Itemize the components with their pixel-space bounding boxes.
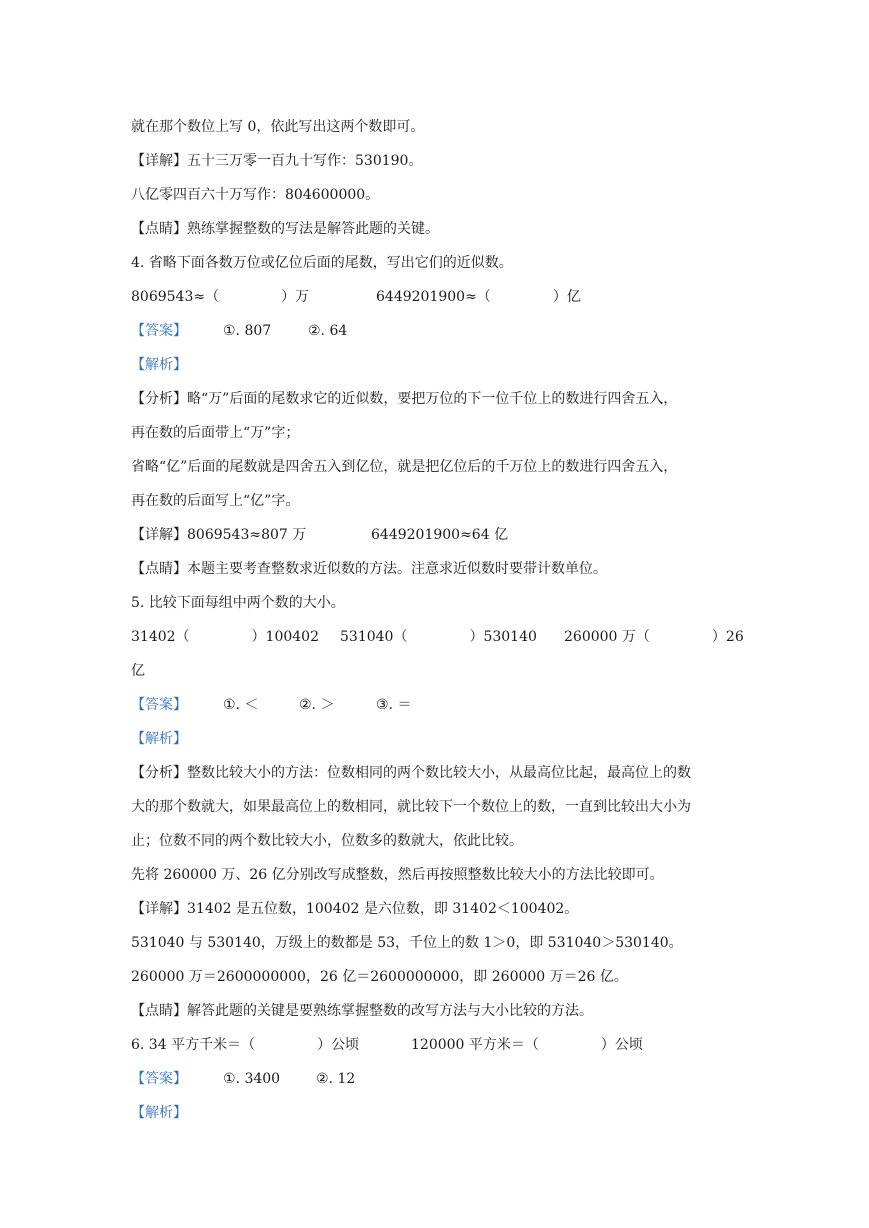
problem-left: 260000 万（	[564, 629, 650, 645]
q5-detail-line-1	[131, 892, 751, 926]
problem-right: ）公顷	[600, 1037, 643, 1053]
problem-left: 8069543≈（	[131, 289, 220, 305]
detail-text: 五十三万零一百九十写作：530190。	[187, 153, 423, 169]
q4-tip-line	[131, 552, 751, 586]
problem-right: ）100402	[251, 629, 319, 645]
detail-label: 【详解】	[131, 901, 187, 917]
q5-answer-line	[131, 688, 751, 722]
q4-fenxi-line-4	[131, 484, 751, 518]
q5-detail-line-3	[131, 960, 751, 994]
fenxi-text: 止；位数不同的两个数比较大小，位数多的数就大，依此比较。	[131, 833, 523, 849]
question-title: 4. 省略下面各数万位或亿位后面的尾数，写出它们的近似数。	[131, 255, 513, 271]
problem-right: ）530140	[469, 629, 537, 645]
problem-left: 531040（	[340, 629, 408, 645]
analysis-label: 【解析】	[131, 1105, 187, 1121]
q5-fenxi-line-1	[131, 756, 751, 790]
answer-1: ①. ＜	[223, 697, 259, 713]
detail-text: 31402 是五位数，100402 是六位数，即 31402＜100402。	[187, 901, 579, 917]
fenxi-text: 省略“亿”后面的尾数就是四舍五入到亿位，就是把亿位后的千万位上的数进行四舍五入，	[131, 459, 678, 475]
q5-fenxi-line-3	[131, 824, 751, 858]
q4-fenxi-line-2	[131, 416, 751, 450]
detail-a: 8069543≈807 万	[187, 527, 307, 543]
problem-left: 6. 34 平方千米＝（	[131, 1037, 256, 1053]
detail-b: 6449201900≈64 亿	[371, 527, 509, 543]
problem-left: 6449201900≈（	[376, 289, 491, 305]
fenxi-text: 略“万”后面的尾数求它的近似数，要把万位的下一位千位上的数进行四舍五入，	[187, 391, 678, 407]
q4-fenxi-line-3	[131, 450, 751, 484]
problem-left: 31402（	[131, 629, 190, 645]
q5-problem-c	[564, 620, 744, 654]
detail-label: 【详解】	[131, 153, 187, 169]
answer-label: 【答案】	[131, 1071, 187, 1087]
tip-text: 解答此题的关键是要熟练掌握整数的改写方法与大小比较的方法。	[187, 1003, 593, 1019]
q6-problem-2	[411, 1028, 643, 1062]
q5-title	[131, 586, 751, 620]
analysis-label: 【解析】	[131, 357, 187, 373]
answer-2: ②. ＞	[299, 697, 335, 713]
q4-problem-1	[131, 280, 309, 314]
q5-tip-line	[131, 994, 751, 1028]
answer-label: 【答案】	[131, 323, 187, 339]
q5-fenxi-line-4	[131, 858, 751, 892]
q3-tip-line	[131, 212, 751, 246]
q3-explain-line	[131, 110, 751, 144]
q4-detail-line	[131, 518, 751, 552]
q6-analysis-line	[131, 1096, 751, 1130]
q4-analysis-line	[131, 348, 751, 382]
q5-analysis-line	[131, 722, 751, 756]
answer-label: 【答案】	[131, 697, 187, 713]
problem-right: ）万	[281, 289, 310, 305]
q4-fenxi-line-1	[131, 382, 751, 416]
problem-right: ）26	[711, 629, 744, 645]
problem-continuation: 亿	[131, 663, 145, 679]
q4-problem-line	[131, 280, 751, 314]
q4-answer-line	[131, 314, 751, 348]
fenxi-text: 整数比较大小的方法：位数相同的两个数比较大小，从最高位比起，最高位上的数	[187, 765, 691, 781]
question-title: 5. 比较下面每组中两个数的大小。	[131, 595, 345, 611]
tip-text: 本题主要考查整数求近似数的方法。注意求近似数时要带计数单位。	[187, 561, 607, 577]
fenxi-text: 先将 260000 万、26 亿分别改写成整数，然后再按照整数比较大小的方法比较即可。	[131, 867, 664, 883]
q6-problem-1	[131, 1028, 359, 1062]
detail-text: 260000 万＝2600000000，26 亿＝2600000000，即 260000 万＝26 亿。	[131, 969, 628, 985]
answer-2: ②. 12	[316, 1071, 356, 1087]
q4-title	[131, 246, 751, 280]
answer-3: ③. ＝	[376, 697, 412, 713]
document-page	[131, 110, 751, 1130]
fenxi-text: 大的那个数就大，如果最高位上的数相同，就比较下一个数位上的数，一直到比较出大小为	[131, 799, 691, 815]
detail-text: 八亿零四百六十万写作：804600000。	[131, 187, 380, 203]
q3-detail-line	[131, 144, 751, 178]
q3-explain-text: 就在那个数位上写 0，依此写出这两个数即可。	[131, 119, 425, 135]
q5-problem-line	[131, 620, 751, 654]
q5-problem-a	[131, 620, 319, 654]
detail-label: 【详解】	[131, 527, 187, 543]
q3-detail-line-2	[131, 178, 751, 212]
fenxi-label: 【分析】	[131, 765, 187, 781]
q4-problem-2	[376, 280, 581, 314]
answer-1: ①. 807	[223, 323, 272, 339]
q6-answer-line	[131, 1062, 751, 1096]
tip-label: 【点睛】	[131, 1003, 187, 1019]
detail-text: 531040 与 530140，万级上的数都是 53，千位上的数 1＞0，即 531040＞530140。	[131, 935, 683, 951]
problem-right: ）亿	[552, 289, 581, 305]
analysis-label: 【解析】	[131, 731, 187, 747]
tip-label: 【点睛】	[131, 561, 187, 577]
fenxi-text: 再在数的后面带上“万”字；	[131, 425, 300, 441]
problem-right: ）公顷	[317, 1037, 360, 1053]
q5-problem-b	[340, 620, 537, 654]
tip-label: 【点睛】	[131, 221, 187, 237]
problem-left: 120000 平方米＝（	[411, 1037, 539, 1053]
fenxi-label: 【分析】	[131, 391, 187, 407]
answer-1: ①. 3400	[223, 1071, 281, 1087]
q5-detail-line-2	[131, 926, 751, 960]
fenxi-text: 再在数的后面写上“亿”字。	[131, 493, 300, 509]
answer-2: ②. 64	[308, 323, 348, 339]
q5-fenxi-line-2	[131, 790, 751, 824]
q5-problem-cont	[131, 654, 751, 688]
tip-text: 熟练掌握整数的写法是解答此题的关键。	[187, 221, 439, 237]
q6-problem-line	[131, 1028, 751, 1062]
